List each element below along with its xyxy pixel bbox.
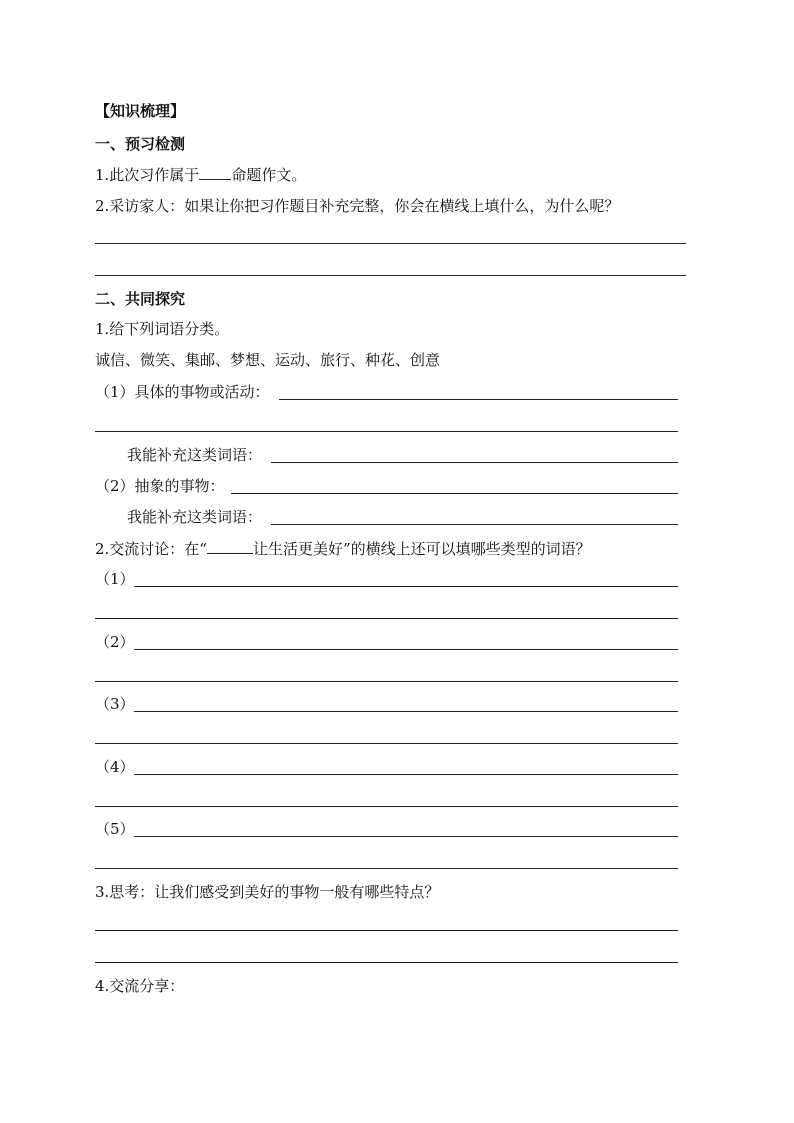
- question-1-1-prefix: 1.此次习作属于: [95, 166, 200, 184]
- answer-line[interactable]: [95, 930, 678, 931]
- answer-line[interactable]: [95, 275, 686, 276]
- answer-line[interactable]: [134, 649, 678, 650]
- answer-line[interactable]: [95, 806, 678, 807]
- question-1-2: 2.采访家人：如果让你把习作题目补充完整，你会在横线上填什么，为什么呢？: [95, 197, 620, 215]
- word-list: 诚信、微笑、集邮、梦想、运动、旅行、种花、创意: [95, 351, 441, 369]
- item-label: （1）: [95, 570, 135, 588]
- answer-line[interactable]: [231, 493, 678, 494]
- supplement-label-1: 我能补充这类词语：: [127, 446, 263, 464]
- section2-title: 二、共同探究: [95, 290, 186, 308]
- answer-line[interactable]: [95, 243, 686, 244]
- answer-line[interactable]: [271, 462, 678, 463]
- answer-blank[interactable]: [199, 164, 231, 180]
- item-label: （2）: [95, 633, 135, 651]
- item-label: （4）: [95, 758, 135, 776]
- section-heading: 【知识梳理】: [95, 102, 186, 120]
- answer-line[interactable]: [95, 868, 678, 869]
- answer-line[interactable]: [95, 618, 678, 619]
- answer-line[interactable]: [134, 586, 678, 587]
- item-label: （3）: [95, 695, 135, 713]
- answer-line[interactable]: [95, 681, 678, 682]
- answer-line[interactable]: [95, 743, 678, 744]
- answer-line[interactable]: [279, 399, 678, 400]
- supplement-label-2: 我能补充这类词语：: [127, 508, 263, 526]
- question-2-3: 3.思考：让我们感受到美好的事物一般有哪些特点？: [95, 883, 440, 901]
- answer-line[interactable]: [134, 774, 678, 775]
- question-1-1: [95, 164, 306, 185]
- answer-line[interactable]: [271, 524, 678, 525]
- answer-line[interactable]: [95, 962, 678, 963]
- question-2-2: [95, 538, 591, 559]
- question-2-2-suffix: 让生活更美好”的横线上还可以填哪些类型的词语？: [252, 540, 591, 558]
- subquestion-abstract: （2）抽象的事物：: [95, 477, 225, 495]
- question-2-1: 1.给下列词语分类。: [95, 320, 230, 338]
- answer-line[interactable]: [134, 836, 678, 837]
- section1-title: 一、预习检测: [95, 135, 186, 153]
- question-2-4: 4.交流分享：: [95, 977, 185, 995]
- item-label: （5）: [95, 820, 135, 838]
- answer-line[interactable]: [95, 431, 678, 432]
- subquestion-concrete: （1）具体的事物或活动：: [95, 383, 270, 401]
- question-2-2-prefix: 2.交流讨论：在“: [95, 540, 207, 558]
- question-1-1-suffix: 命题作文。: [231, 166, 307, 184]
- answer-blank[interactable]: [207, 538, 253, 554]
- answer-line[interactable]: [134, 711, 678, 712]
